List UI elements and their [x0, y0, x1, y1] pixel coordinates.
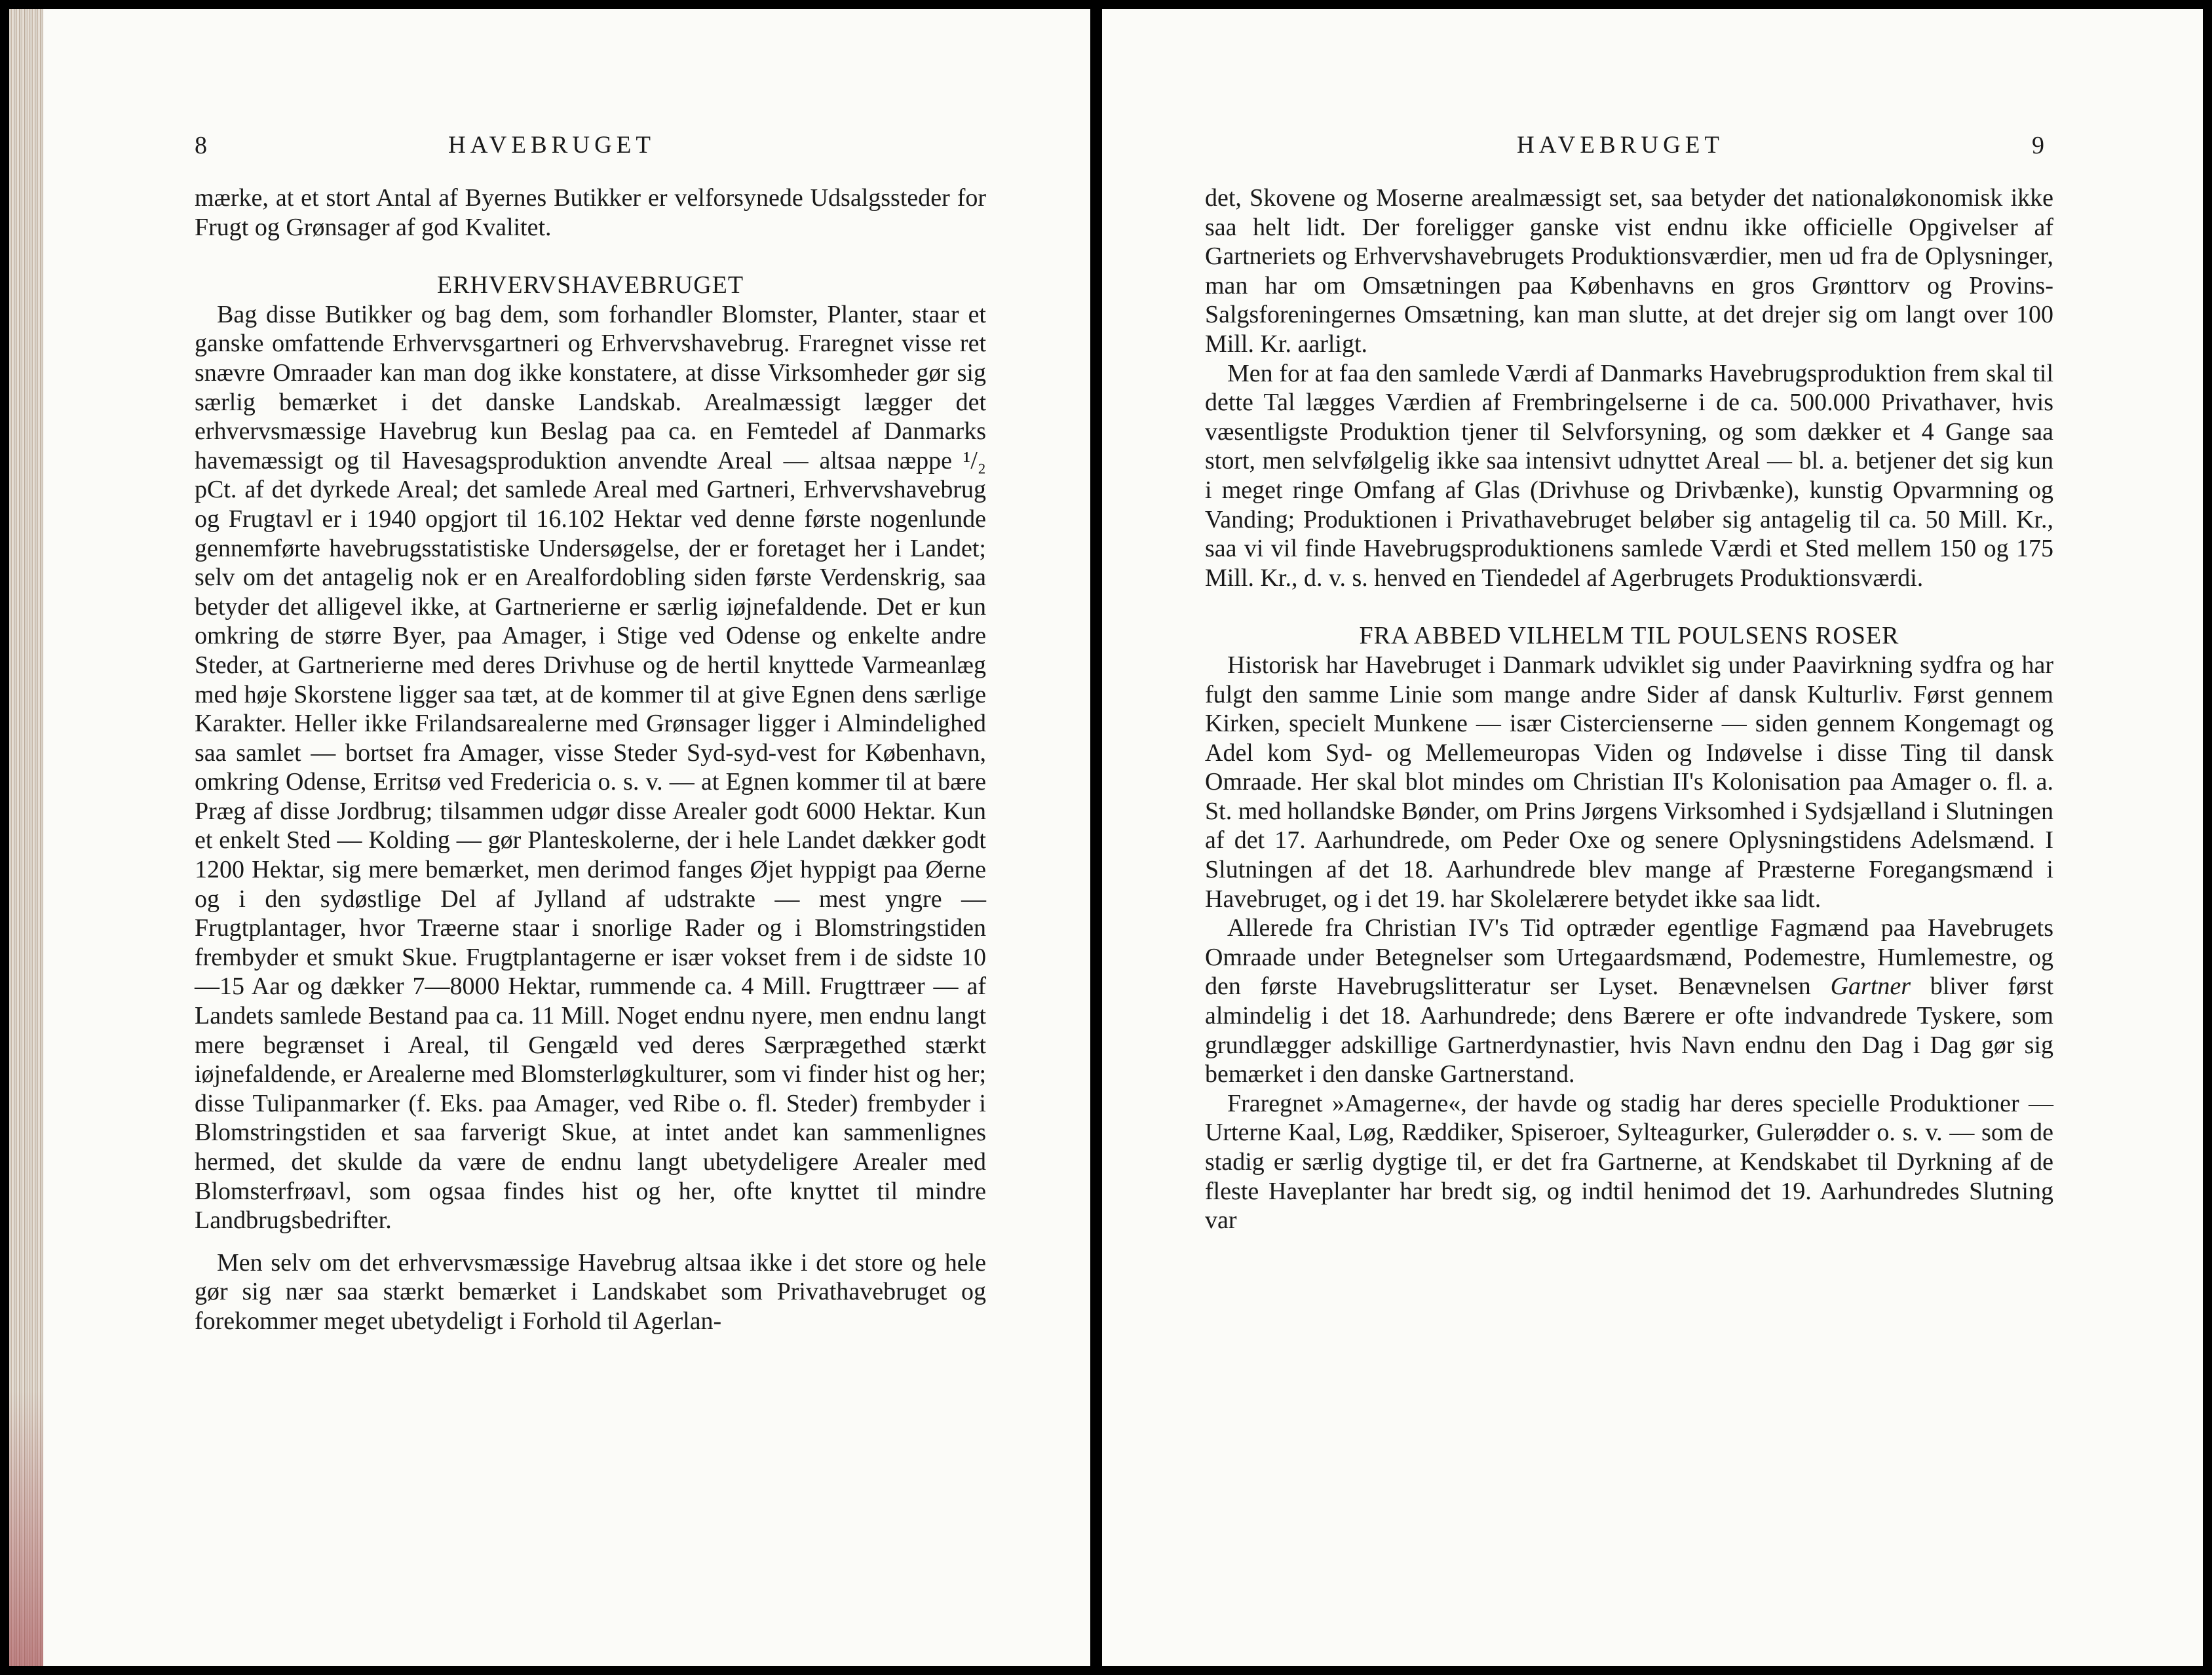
page-number: 8	[195, 132, 207, 159]
section-heading: ERHVERVSHAVEBRUGET	[436, 271, 744, 299]
paragraph-continued: det, Skovene og Moserne arealmæssigt set, saa betyder det nationaløkonomisk ikke saa helt lidt. Der foreligger ganske vist endnu ikke officielle Opgivelser af Gartneriets og Erhvervshavebrugets Produktionsværdier, men ud fra de Oplysninger, man har om Omsætningen paa Københavns en gros Grønttorv og Provins-Salgsforeningernes Omsætning, kan man slutte, at det drejer sig om langt over 100 Mill. Kr. aarligt.	[1205, 184, 2053, 358]
text-run: bliver først almindelig i det 18. Aarhundrede; dens Bærere er ofte indvandrede Tyskere, som grundlægger adskillige Gartnerdynastier, hvis Navn endnu den Dag i Dag gør sig bemærket i den danske Gartnerstand.	[1205, 972, 2053, 1088]
paragraph	[1205, 914, 2053, 1089]
page-edge-tint	[9, 1391, 43, 1666]
paragraph-continued: mærke, at et stort Antal af Byernes Butikker er velforsynede Udsalgssteder for Frugt og Grønsager af god Kvalitet.	[195, 184, 986, 241]
right-page	[1102, 9, 2203, 1666]
running-head: HAVEBRUGET	[1517, 132, 1724, 159]
paragraph: Historisk har Havebruget i Danmark udviklet sig under Paavirkning sydfra og har fulgt den samme Linie som mange andre Sider af dansk Kulturliv. Først gennem Kirken, specielt Munkene — især Cistercienserne — siden gennem Kongemagt og Adel kom Syd- og Mellemeuropas Viden og Indøvelse i disse Ting til dansk Omraade. Her skal blot mindes om Christian II's Kolonisation paa Amager o. fl. a. St. med hollandske Bønder, om Prins Jørgens Virksomhed i Sydsjælland i Slutningen af det 17. Aarhundrede, om Peder Oxe og senere Oplysningstidens Adelsmænd. I Slutningen af det 18. Aarhundrede blev mange af Præsterne Foregangsmænd i Havebruget, og i det 19. har Skolelærere betydet ikke saa lidt.	[1205, 651, 2053, 913]
body-text	[195, 183, 986, 1336]
text-run: Allerede fra Christian IV's Tid optræder egentlige Fagmænd paa Havebrugets Omraade under Betegnelser som Urtegaardsmænd, Podemestre, Humlemestre, og den første Havebrugslitteratur ser Lyset. Benævnelsen	[1205, 914, 2053, 1001]
paragraph: Fraregnet »Amagerne«, der havde og stadig har deres specielle Produktioner — Urterne Kaal, Løg, Ræddiker, Spiseroer, Sylteagurker, Gulerødder o. s. v. — som de stadig er særlig dygtige til, er det fra Gartnerne, at Kendskabet til Dyrkning af de fleste Haveplanter har bredt sig, og indtil henimod det 19. Aarhundredes Slutning var	[1205, 1089, 2053, 1235]
paragraph: Bag disse Butikker og bag dem, som forhandler Blomster, Planter, staar et ganske omfattende Erhvervsgartneri og Erhvervshavebrug. Fraregnet visse ret snævre Omraader kan man dog ikke konstatere, at disse Virksomheder gør sig særlig bemærket i det danske Landskab. Arealmæssigt lægger det erhvervsmæssige Havebrug kun Beslag paa ca. en Femtedel af Danmarks havemæssigt og til Havesagsproduktion anvendte Areal — altsaa næppe ¹/₂ pCt. af det dyrkede Areal; det samlede Areal med Gartneri, Erhvervshavebrug og Frugtavl er i 1940 opgjort til 16.102 Hektar ved denne første nogenlunde gennemførte havebrugsstatistiske Undersøgelse, der er foretaget her i Landet; selv om det antagelig nok er en Arealfordobling siden første Verdenskrig, saa betyder det alligevel ikke, at Gartnerierne er særlig iøjnefaldende. Det er kun omkring de større Byer, paa Amager, i Stige ved Odense og enkelte andre Steder, at Gartnerierne med deres Drivhuse og de hertil knyttede Varmeanlæg med høje Skorstene ligger saa tæt, at de kommer til at give Egnen dens særlige Karakter. Heller ikke Frilandsarealerne med Grønsager ligger i Almindelighed saa samlet — bortset fra Amager, visse Steder Syd-syd-vest for København, omkring Odense, Erritsø ved Fredericia o. s. v. — at Egnen kommer til at bære Præg af disse Jordbrug; tilsammen udgør disse Arealer godt 6000 Hektar. Kun et enkelt Sted — Kolding — gør Planteskolerne, der i hele Landet dækker godt 1200 Hektar, sig mere bemærket, men derimod fanges Øjet hyppigt paa Øerne og i den sydøstlige Del af Jylland af udstrakte — mest yngre — Frugtplantager, hvor Træerne staar i snorlige Rader og i Blomstringstiden frembyder et smukt Skue. Frugtplantagerne er især vokset frem i de sidste 10—15 Aar og dækker 7—8000 Hektar, rummende ca. 4 Mill. Frugttræer — af Landets samlede Bestand paa ca. 11 Mill. Noget endnu nyere, men endnu langt mere begrænset i Areal, til Gengæld ved deres Særprægethed stærkt iøjnefaldende, er Arealerne med Blomsterløgkulturer, som vi finder hist og her; disse Tulipanmarker (f. Eks. paa Amager, ved Ribe o. fl. Steder) frembyder i Blomstringstiden et saa farverigt Skue, at intet andet kan sammenlignes hermed, det skulde da være de endnu langt ubetydeligere Arealer med Blomsterfrøavl, som ogsaa findes hist og her, ofte knyttet til mindre Landbrugsbedrifter.	[195, 300, 986, 1235]
left-page	[9, 9, 1090, 1666]
body-text	[1205, 183, 2053, 1235]
page-number: 9	[2032, 132, 2044, 159]
paragraph: Men selv om det erhvervsmæssige Havebrug altsaa ikke i det store og hele gør sig nær saa stærkt bemærket i Landskabet som Privathavebruget og forekommer meget ubetydeligt i Forhold til Agerlan-	[195, 1248, 986, 1335]
section-heading: FRA ABBED VILHELM TIL POULSENS ROSER	[1359, 622, 1899, 650]
running-head: HAVEBRUGET	[448, 132, 655, 159]
paragraph: Men for at faa den samlede Værdi af Danmarks Havebrugsproduktion frem skal til dette Tal lægges Værdien af Frembringelserne i de ca. 500.000 Privathaver, hvis væsentligste Produktion tjener til Selvforsyning, og som dækker et 4 Gange saa stort, men selvfølgelig ikke saa intensivt udnyttet Areal — bl. a. betjener det sig kun i meget ringe Omfang af Glas (Drivhuse og Drivbænke), kunstig Opvarmning og Vanding; Produktionen i Privathavebruget beløber sig antagelig til ca. 50 Mill. Kr., saa vi vil finde Havebrugsproduktionens samlede Værdi et Sted mellem 150 og 175 Mill. Kr., d. v. s. henved en Tiendedel af Agerbrugets Produktionsværdi.	[1205, 359, 2053, 592]
italic-term: Gartner	[1830, 972, 1911, 1001]
